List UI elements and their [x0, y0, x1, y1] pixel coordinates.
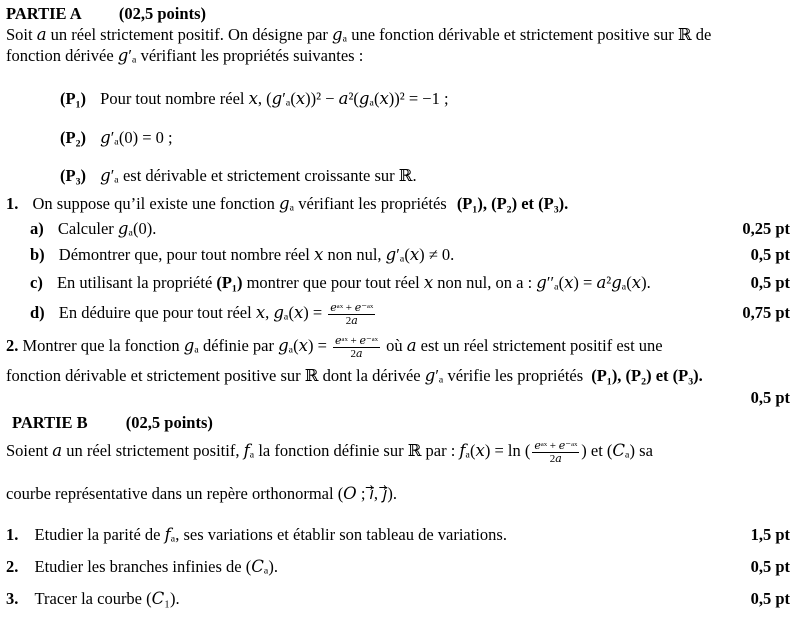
- q1d-denominator: 2𝑎: [345, 314, 358, 327]
- question-1c: [30, 273, 651, 293]
- q1-number: 1.: [6, 194, 19, 213]
- p3-label: (P₃): [60, 166, 87, 185]
- part-b-intro-line1: [6, 437, 653, 465]
- part-a-intro-line1: Soit 𝑎 un réel strictement positif. On désigne par 𝑔ₐ une fonction dérivable et strictement positive sur ℝ de: [6, 25, 712, 44]
- property-p2: [60, 128, 173, 148]
- part-a-points: (02,5 points): [118, 4, 206, 23]
- q1c-property: (P₁): [216, 273, 243, 292]
- q1d-label: d): [30, 303, 45, 322]
- p3-text: 𝑔′ₐ est dérivable et strictement croissante sur ℝ.: [100, 166, 417, 185]
- part-a-title: PARTIE A: [6, 4, 81, 23]
- q1c-label: c): [30, 273, 43, 292]
- part-b-numerator: 𝑒ᵃˣ + 𝑒⁻ᵃˣ: [534, 439, 578, 452]
- q1c-text2: montrer que pour tout réel 𝑥 non nul, on a : 𝑔′′ₐ(𝑥) = 𝑎²𝑔ₐ(𝑥).: [246, 273, 651, 292]
- q1a-points: 0,25 pt: [742, 219, 790, 238]
- q2-fraction: [333, 335, 380, 360]
- part-b-question-1: [6, 525, 507, 545]
- q2-text1: Montrer que la fonction 𝑔ₐ définie par 𝑔ₐ(𝑥) =: [22, 336, 327, 355]
- p1-text: Pour tout nombre réel 𝑥, (𝑔′ₐ(𝑥))² − 𝑎²(𝑔ₐ(𝑥))² = −1 ;: [100, 89, 449, 108]
- q2-number: 2.: [6, 336, 19, 355]
- q1d-points: 0,75 pt: [742, 303, 790, 322]
- q1b-points: 0,5 pt: [750, 245, 790, 264]
- q2-denominator: 2𝑎: [350, 347, 363, 360]
- q1d-text: En déduire que pour tout réel 𝑥, 𝑔ₐ(𝑥) =: [58, 303, 323, 322]
- part-b-heading: [12, 413, 213, 433]
- q1c-text1: En utilisant la propriété: [56, 273, 213, 292]
- part-a-heading: [6, 4, 206, 24]
- part-b-denominator: 2𝑎: [549, 452, 562, 465]
- part-b-points: (02,5 points): [125, 413, 213, 432]
- question-1: [6, 194, 568, 214]
- property-p1: [60, 89, 449, 109]
- q2-points: 0,5 pt: [750, 388, 790, 407]
- part-a-intro-line2: fonction dérivée 𝑔′ₐ vérifiant les propriétés suivantes :: [6, 46, 364, 65]
- q2-text2: où 𝑎 est un réel strictement positif est une: [386, 336, 663, 355]
- part-b-question-2: [6, 557, 278, 577]
- question-2: [6, 333, 663, 360]
- q2-numerator: 𝑒ᵃˣ + 𝑒⁻ᵃˣ: [335, 334, 378, 347]
- p1-label: (P₁): [60, 89, 87, 108]
- question-2-line2: [6, 366, 703, 386]
- question-1a: [30, 219, 156, 239]
- q2-line2-text: fonction dérivable et strictement positive sur ℝ dont la dérivée 𝑔′ₐ vérifie les propriétés: [6, 366, 584, 385]
- part-b-intro1a: Soient 𝑎 un réel strictement positif, 𝑓ₐ la fonction définie sur ℝ par : 𝑓ₐ(𝑥) = ln (: [6, 441, 531, 460]
- q2-properties: (P₁), (P₂) et (P₃).: [591, 366, 703, 385]
- b-q1-points: 1,5 pt: [750, 525, 790, 544]
- question-1d: [30, 300, 377, 327]
- q1b-label: b): [30, 245, 45, 264]
- q1a-text: Calculer 𝑔ₐ(0).: [57, 219, 157, 238]
- part-b-title: PARTIE B: [12, 413, 88, 432]
- q1d-fraction: [328, 302, 375, 327]
- b-q2-points: 0,5 pt: [750, 557, 790, 576]
- b-q3-number: 3.: [6, 589, 19, 608]
- b-q1-number: 1.: [6, 525, 19, 544]
- q1c-points: 0,5 pt: [750, 273, 790, 292]
- part-b-question-3: [6, 589, 180, 609]
- q1d-numerator: 𝑒ᵃˣ + 𝑒⁻ᵃˣ: [330, 301, 374, 314]
- b-q2-text: Etudier les branches infinies de (𝐶ₐ).: [34, 557, 278, 576]
- q1b-text: Démontrer que, pour tout nombre réel 𝑥 non nul, 𝑔′ₐ(𝑥) ≠ 0.: [58, 245, 455, 264]
- b-q1-text: Etudier la parité de 𝑓ₐ, ses variations et établir son tableau de variations.: [34, 525, 507, 544]
- p2-text: 𝑔′ₐ(0) = 0 ;: [100, 128, 173, 147]
- question-1b: [30, 245, 454, 265]
- q1-text: On suppose qu’il existe une fonction 𝑔ₐ vérifiant les propriétés: [32, 194, 447, 213]
- q1a-label: a): [30, 219, 44, 238]
- b-q2-number: 2.: [6, 557, 19, 576]
- part-b-intro-line2: courbe représentative dans un repère orthonormal (𝑂 ; 𝑖⃗, 𝑗⃗).: [6, 484, 398, 503]
- p2-label: (P₂): [60, 128, 87, 147]
- b-q3-text: Tracer la courbe (𝐶₁).: [34, 589, 180, 608]
- b-q3-points: 0,5 pt: [750, 589, 790, 608]
- q1-properties: (P₁), (P₂) et (P₃).: [456, 194, 569, 213]
- part-b-fraction: [532, 440, 579, 465]
- property-p3: [60, 166, 417, 186]
- part-b-intro1b: ) et (𝐶ₐ) sa: [581, 441, 653, 460]
